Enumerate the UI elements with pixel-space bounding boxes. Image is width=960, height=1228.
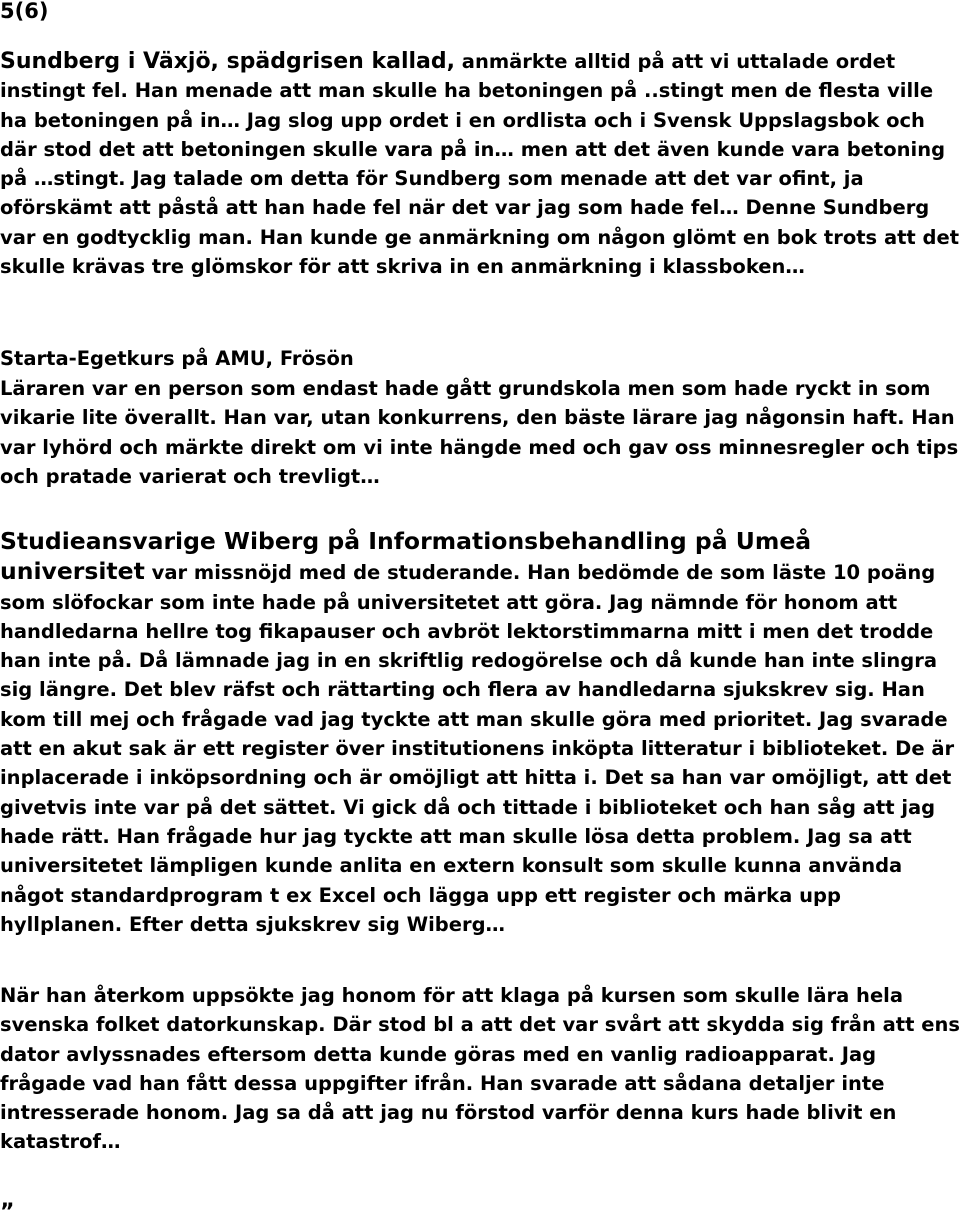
paragraph-sundberg — [0, 47, 960, 281]
section-heading-amu: Starta-Egetkurs på AMU, Frösön — [0, 347, 354, 370]
paragraph-wiberg — [0, 527, 960, 939]
paragraph-datorkunskap: När han återkom uppsökte jag honom för att klaga på kursen som skulle lära hela svenska folket datorkunskap. Där stod bl a att det var svårt att skydda sig från att ens dator avlyssnades eftersom detta kunde göras med en vanlig radioapparat. Jag frågade vad han fått dessa uppgifter ifrån. Han svarade att sådana detaljer inte intresserade honom. Jag sa då att jag nu förstod varför denna kurs hade blivit en katastrof… — [0, 984, 960, 1154]
paragraph-lead-in: Sundberg i Växjö, spädgrisen kallad, — [0, 49, 455, 74]
page-number: 5(6) — [0, 0, 49, 23]
paragraph-body: anmärkte alltid på att vi uttalade ordet instingt fel. Han menade att man skulle ha betoningen på ..stingt men de flesta ville ha betoningen på in… Jag slog upp ordet i en ordlista och i Svensk Uppslagsbok och där stod det att betoningen skulle vara på in… men att det även kunde vara betoning på …stingt. Jag talade om detta för Sundberg som menade att det var ofint, ja oförskämt att påstå att han hade fel när det var jag som hade fel… Denne Sundberg var en godtycklig man. Han kunde ge anmärkning om någon glömt en bok trots att det skulle krävas tre glömskor för att skriva in en anmärkning i klassboken… — [0, 50, 960, 279]
paragraph-amu: Läraren var en person som endast hade gått grundskola men som hade ryckt in som vikarie lite överallt. Han var, utan konkurrens, den bäste lärare jag någonsin haft. Han var lyhörd och märkte direkt om vi inte hängde med och gav oss minnesregler och tips och pratade varierat och trevligt… — [0, 377, 959, 488]
paragraph-lead-in: Studieansvarige Wiberg på Informationsbehandling på Umeå universitet — [0, 527, 812, 586]
paragraph-body: var missnöjd med de studerande. Han bedömde de som läste 10 poäng som slöfockar som inte hade på universitetet att göra. Jag nämnde för honom att handledarna hellre tog fikapauser och avbröt lektorstimmarna mitt i men det trodde han inte på. Då lämnade jag in en skriftlig redogörelse och då kunde han inte slingra sig längre. Det blev räfst och rättarting och flera av handledarna sjukskrev sig. Han kom till mej och frågade vad jag tyckte att man skulle göra med prioritet. Jag svarade att en akut sak är ett register över institutionens inköpta litteratur i biblioteket. De är inplacerade i inköpsordning och är omöjligt att hitta i. Det sa han var omöjligt, att det givetvis inte var på det sättet. Vi gick då och tittade i biblioteket och han såg att jag hade rätt. Han frågade hur jag tyckte att man skulle lösa detta problem. Jag sa att universitetet lämpligen kunde anlita en extern konsult som skulle kunna använda något standardprogram t ex Excel och lägga upp ett register och märka upp hyllplanen. Efter detta sjukskrev sig Wiberg… — [0, 561, 955, 936]
closing-quote-mark: ” — [0, 1200, 15, 1225]
